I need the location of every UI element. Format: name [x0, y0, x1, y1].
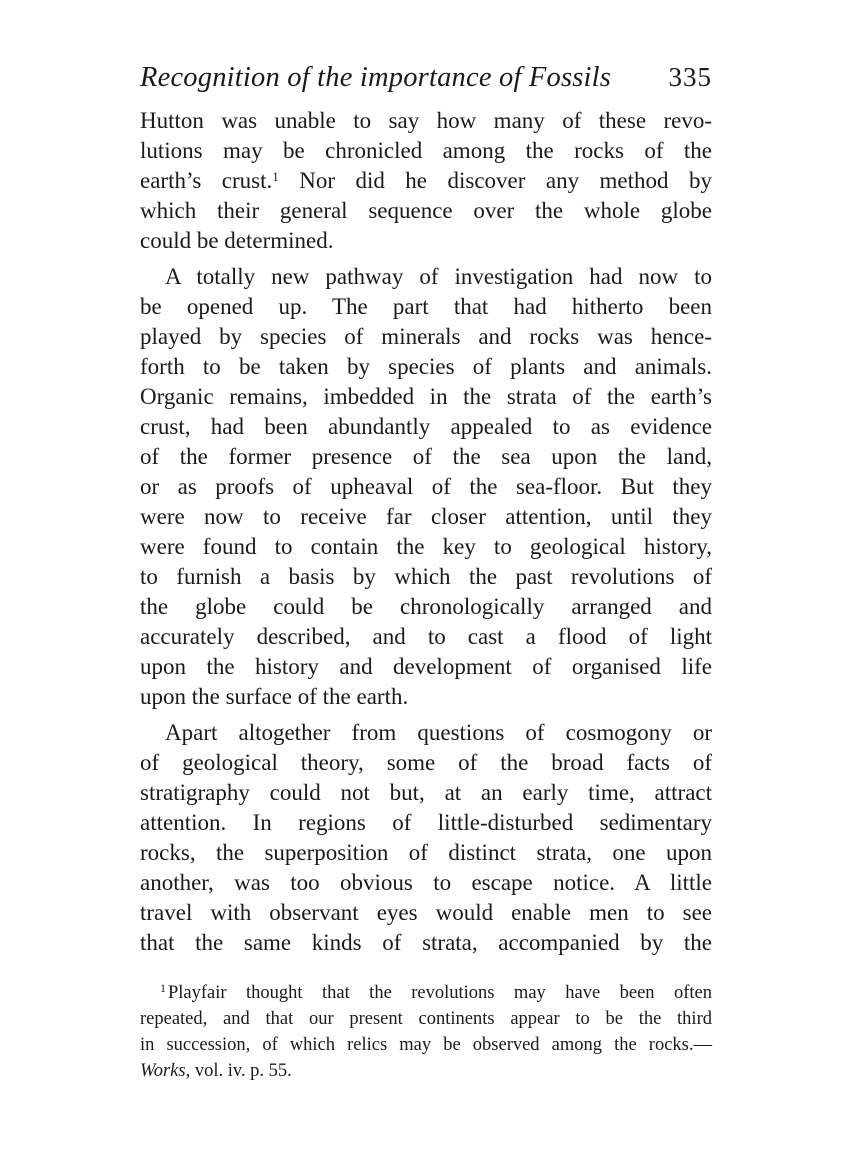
text-line: Apart altogether from questions of cosmogony or [165, 720, 712, 745]
text-line: upon the history and development of organised life [140, 654, 712, 679]
work-title: Works [140, 1061, 186, 1081]
text-line: of geological theory, some of the broad facts of [140, 750, 712, 775]
text-line: which their general sequence over the whole globe [140, 198, 712, 223]
footnote-marker: 1 [160, 981, 166, 995]
footnote-line: repeated, and that our present continents appear to be the third [140, 1009, 712, 1029]
text-line: forth to be taken by species of plants and animals. [140, 354, 712, 379]
text-line: accurately described, and to cast a flood of light [140, 624, 712, 649]
footnote-line: in succession, of which relics may be observed among the rocks.— [140, 1035, 712, 1055]
footnote-reference: 1 [272, 169, 279, 184]
text-line: another, was too obvious to escape notice. A little [140, 870, 712, 895]
text-line: stratigraphy could not but, at an early time, attract [140, 780, 712, 805]
text-line: lutions may be chronicled among the rocks of the [140, 138, 712, 163]
text-fragment: Playfair thought that the revolutions may have been often [168, 983, 712, 1003]
footnote-line [140, 980, 712, 1006]
text-fragment: earth’s crust. [140, 168, 273, 193]
text-line: attention. In regions of little-disturbed sedimentary [140, 810, 712, 835]
text-line: played by species of minerals and rocks was hence- [140, 324, 712, 349]
text-fragment: , vol. iv. p. 55. [185, 1061, 292, 1081]
text-line: the globe could be chronologically arranged and [140, 594, 712, 619]
text-line: could be determined. [140, 228, 334, 253]
body-text [140, 106, 712, 958]
page-number: 335 [668, 62, 712, 92]
text-line: were found to contain the key to geological history, [140, 534, 712, 559]
text-line: rocks, the superposition of distinct strata, one upon [140, 840, 712, 865]
text-line: upon the surface of the earth. [140, 684, 409, 709]
text-line: that the same kinds of strata, accompanied by the [140, 930, 712, 955]
text-line: crust, had been abundantly appealed to as evidence [140, 414, 712, 439]
text-line: Organic remains, imbedded in the strata of the earth’s [140, 384, 712, 409]
running-head [140, 62, 712, 106]
text-line: travel with observant eyes would enable men to see [140, 900, 712, 925]
text-line: to furnish a basis by which the past revolutions of [140, 564, 712, 589]
footnote-line [140, 1058, 712, 1084]
footnote [140, 980, 712, 1084]
running-title: Recognition of the importance of Fossils [140, 62, 612, 93]
book-page [140, 62, 712, 1084]
text-line: were now to receive far closer attention, until they [140, 504, 712, 529]
text-line [140, 166, 712, 196]
text-line: A totally new pathway of investigation had now to [165, 264, 712, 289]
text-line: or as proofs of upheaval of the sea-floor. But they [140, 474, 712, 499]
text-line: of the former presence of the sea upon the land, [140, 444, 712, 469]
text-line: be opened up. The part that had hitherto been [140, 294, 712, 319]
text-line: Hutton was unable to say how many of these revo- [140, 108, 712, 133]
text-fragment: Nor did he discover any method by [278, 168, 712, 193]
